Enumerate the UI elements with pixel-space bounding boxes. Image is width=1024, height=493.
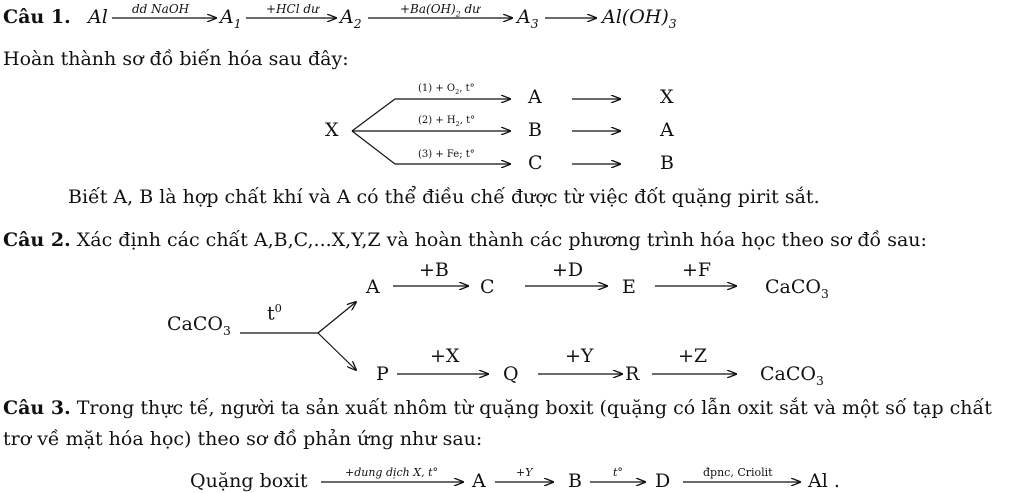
q2-bottom-caco3: CaCO$_3$: [760, 363, 824, 388]
q1-a1: $A_1$: [220, 6, 242, 31]
row3-n2: B: [660, 152, 674, 174]
q3-label-x: +dung dịch X, t°: [345, 466, 439, 479]
q2-top-label-d: +D: [552, 259, 584, 281]
q2-top-caco3: CaCO$_3$: [765, 276, 829, 301]
q1-al: Al: [88, 6, 108, 28]
q2-bottom-r: R: [625, 363, 640, 385]
row2-n2: A: [660, 119, 674, 141]
q2-bottom-label-z: +Z: [678, 345, 708, 367]
q1-a3: $A_3$: [517, 6, 539, 31]
q2-top-c: C: [480, 276, 495, 298]
q2-heat-label: $t^0$: [267, 301, 282, 325]
row2-n1: B: [528, 119, 542, 141]
branch-down: [318, 333, 356, 370]
q3-label-dpnc: đpnc, Criolit: [703, 466, 773, 479]
q1-a2: $A_2$: [340, 6, 362, 31]
q2-top-label-b: +B: [419, 259, 449, 281]
q2-top-label-f: +F: [682, 259, 712, 281]
q1-heading: Câu 1.: [3, 6, 71, 28]
q2-bottom-q: Q: [503, 363, 519, 385]
q1-label-hcl: +HCl dư: [266, 2, 319, 16]
q3-boxit: Quặng boxit: [190, 470, 308, 492]
q3-b: B: [568, 470, 582, 492]
q1-label-naoh: dd NaOH: [132, 2, 190, 16]
row1-n1: A: [528, 86, 542, 108]
q2-top-e: E: [622, 276, 636, 298]
q3-question-line1: Câu 3. Trong thực tế, người ta sản xuất nhôm từ quặng boxit (quặng có lẫn oxit sắt và một số tạp chất: [3, 397, 992, 419]
q2-question: Câu 2. Xác định các chất A,B,C,...X,Y,Z và hoàn thành các phương trình hóa học theo sơ đồ sau:: [3, 229, 927, 251]
q1-instruction: Hoàn thành sơ đồ biến hóa sau đây:: [3, 48, 349, 70]
q3-a: A: [472, 470, 486, 492]
branch-up: [318, 302, 356, 333]
q3-label-t: t°: [613, 466, 623, 479]
q1-label-baoh2: $+Ba(OH)_2$ dư: [400, 2, 480, 19]
row1-n2: X: [660, 86, 674, 108]
row1-label: $(1) + O_2$, t°: [418, 83, 475, 96]
q3-label-y: +Y: [516, 466, 533, 479]
q3-question-line2: trơ về mặt hóa học) theo sơ đồ phản ứng như sau:: [3, 428, 483, 450]
q1-aloh3: $Al(OH)_3$: [602, 6, 677, 31]
q2-bottom-label-y: +Y: [565, 345, 594, 367]
q3-al: Al .: [808, 470, 840, 492]
q2-caco3-start: CaCO$_3$: [167, 313, 231, 338]
q2-bottom-label-x: +X: [430, 345, 460, 367]
q2-top-a: A: [366, 276, 380, 298]
row2-label: $(2) + H_2$, t°: [418, 115, 476, 128]
row3-label: (3) + Fe; t°: [418, 149, 475, 160]
row3-n1: C: [528, 152, 543, 174]
diagram-x: X: [325, 119, 339, 141]
q3-d: D: [655, 470, 671, 492]
q2-bottom-p: P: [376, 363, 389, 385]
q1-note: Biết A, B là hợp chất khí và A có thể điều chế được từ việc đốt quặng pirit sắt.: [68, 186, 820, 208]
